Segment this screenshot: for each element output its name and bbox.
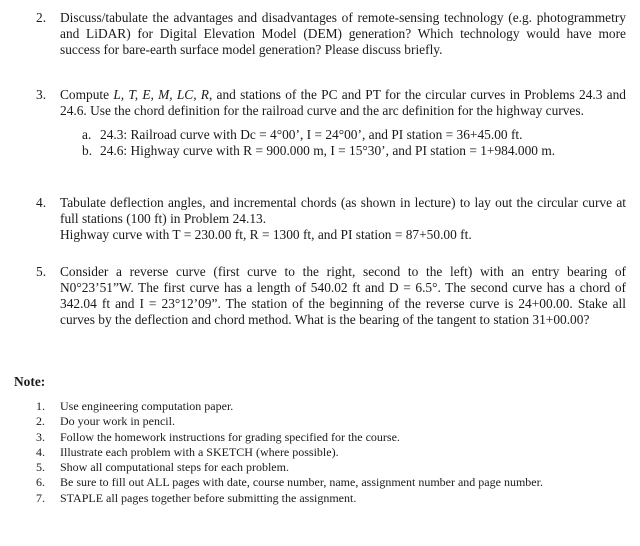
- note-text: STAPLE all pages together before submitting the assignment.: [60, 490, 357, 505]
- problem-4: [36, 195, 626, 243]
- problem-number: 5.: [36, 264, 47, 279]
- problem-text: Tabulate deflection angles, and incremental chords (as shown in lecture) to lay out the circular curve at full stations (100 ft) in Problem 24.13.: [60, 195, 626, 226]
- note-heading: Note:: [14, 374, 46, 389]
- note-number: 2.: [36, 414, 45, 429]
- problem-text: [60, 87, 626, 119]
- problem-text-lead: Compute: [60, 87, 114, 102]
- note-number: 5.: [36, 460, 45, 475]
- note-number: 6.: [36, 475, 45, 490]
- problem-variables: L, T, E, M, LC, R: [113, 87, 209, 102]
- note-text: Use engineering computation paper.: [60, 399, 234, 413]
- sub-item-text: 24.3: Railroad curve with Dc = 4°00’, I = 24°00’, and PI station = 36+45.00 ft.: [100, 127, 523, 142]
- note-text: Do your work in pencil.: [60, 414, 175, 429]
- problem-number: 3.: [36, 87, 47, 102]
- sub-item: [82, 127, 626, 143]
- problem-text: Consider a reverse curve (first curve to the right, second to the left) with an entry bearing of N0°23’51”W. The first curve has a length of 540.02 ft and D = 6.5°. The second curve has a chord of 342.04 ft and I = 23°12’09”. The station of the beginning of the reverse curve is 24+00.00. Stake all curves by the deflection and chord method. What is the bearing of the tangent to station 31+00.00?: [60, 264, 626, 327]
- note-number: 3.: [36, 429, 45, 444]
- note-item: [36, 445, 626, 460]
- problem-detail: Highway curve with T = 230.00 ft, R = 1300 ft, and PI station = 87+50.00 ft.: [60, 227, 472, 242]
- note-number: 1.: [36, 399, 45, 413]
- problem-2: [36, 10, 626, 58]
- problem-text-rest: , and stations of the PC and PT for the circular curves in Problems 24.3 and 24.6. Use the chord definition for the railroad curve and the arc definition for the highway curves.: [60, 87, 626, 118]
- note-text: Show all computational steps for each problem.: [60, 460, 289, 475]
- note-text: Follow the homework instructions for grading specified for the course.: [60, 429, 400, 444]
- note-list: [36, 399, 626, 506]
- sub-item: [82, 143, 626, 159]
- sub-item-list: [82, 127, 626, 159]
- sub-item-letter: a.: [82, 127, 92, 142]
- note-item: [36, 430, 626, 445]
- sub-item-text: 24.6: Highway curve with R = 900.000 m, I = 15°30’, and PI station = 1+984.000 m.: [100, 143, 556, 158]
- note-item: [36, 460, 626, 475]
- note-number: 4.: [36, 444, 45, 459]
- problem-text: Discuss/tabulate the advantages and disadvantages of remote-sensing technology (e.g. photogrammetry and LiDAR) for Digital Elevation Model (DEM) generation? Which technology would have more success for bare-earth surface model generation? Please discuss briefly.: [60, 10, 626, 57]
- note-number: 7.: [36, 490, 45, 505]
- problem-5: [36, 264, 626, 328]
- note-text: Illustrate each problem with a SKETCH (where possible).: [60, 444, 339, 459]
- note-item: [36, 491, 626, 506]
- sub-item-letter: b.: [82, 143, 93, 158]
- note-item: [36, 475, 626, 490]
- note-item: [36, 399, 626, 414]
- problem-number: 2.: [36, 10, 47, 25]
- note-item: [36, 414, 626, 429]
- problem-number: 4.: [36, 195, 47, 210]
- problem-3: [36, 87, 626, 159]
- note-text: Be sure to fill out ALL pages with date, course number, name, assignment number and page number.: [60, 475, 543, 490]
